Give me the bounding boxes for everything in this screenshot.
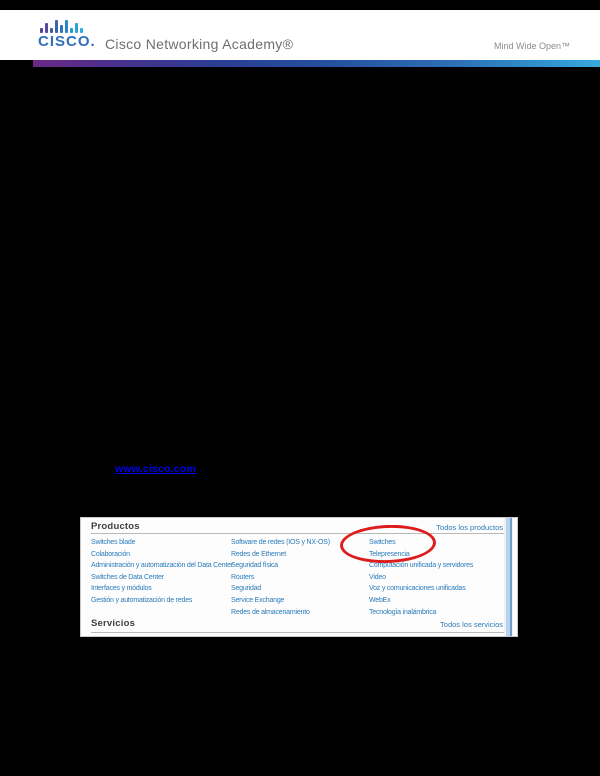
brand-tagline: Mind Wide Open™: [493, 41, 570, 51]
footer-link[interactable]: Interfaces y módulos: [91, 585, 152, 593]
services-divider: [91, 632, 504, 633]
footer-link[interactable]: Seguridad física: [231, 562, 278, 570]
cisco-logo: [38, 16, 108, 56]
header: [0, 10, 600, 60]
footer-link[interactable]: Video: [369, 573, 386, 581]
products-column-1: [91, 537, 233, 607]
products-column-3: [369, 537, 505, 618]
products-divider: [91, 533, 504, 534]
embedded-screenshot-panel: [80, 517, 518, 637]
footer-link[interactable]: Computación unificada y servidores: [369, 562, 474, 570]
all-products-link[interactable]: Todos los productos: [436, 523, 503, 532]
screenshot-scrollbar[interactable]: [504, 518, 513, 636]
footer-link[interactable]: Service Exchange: [231, 596, 285, 604]
footer-link[interactable]: Redes de Ethernet: [231, 550, 286, 558]
footer-link[interactable]: Telepresencia: [369, 550, 410, 558]
scrollbar-thumb[interactable]: [506, 518, 512, 636]
footer-link[interactable]: Switches de Data Center: [91, 573, 164, 581]
footer-link[interactable]: Software de redes (IOS y NX-OS): [231, 539, 330, 546]
footer-link[interactable]: WebEx: [369, 596, 391, 604]
header-gradient-rule: [33, 60, 600, 67]
footer-link[interactable]: Voz y comunicaciones unificadas: [369, 585, 466, 593]
footer-link[interactable]: Routers: [231, 573, 255, 581]
services-heading: Servicios: [91, 618, 136, 629]
footer-link[interactable]: Administración y automatización del Data Center: [91, 562, 233, 570]
footer-link[interactable]: Gestión y automatización de redes: [91, 596, 193, 604]
products-heading: Productos: [91, 521, 140, 532]
footer-link[interactable]: Switches blade: [91, 539, 136, 546]
cisco-bridge-icon: [40, 18, 83, 33]
cisco-logo-wordmark: CISCO.: [38, 33, 96, 50]
all-services-link[interactable]: Todos los servicios: [440, 620, 503, 629]
products-column-2: [231, 537, 367, 618]
footer-link[interactable]: Tecnología inalámbrica: [369, 608, 437, 616]
cisco-com-link[interactable]: www.cisco.com: [115, 463, 196, 475]
footer-link-switches[interactable]: Switches: [369, 539, 396, 546]
brand-title: Cisco Networking Academy®: [105, 36, 294, 52]
footer-link[interactable]: Seguridad: [231, 585, 262, 593]
footer-link[interactable]: Colaboración: [91, 550, 130, 558]
footer-link[interactable]: Redes de almacenamiento: [231, 608, 310, 616]
